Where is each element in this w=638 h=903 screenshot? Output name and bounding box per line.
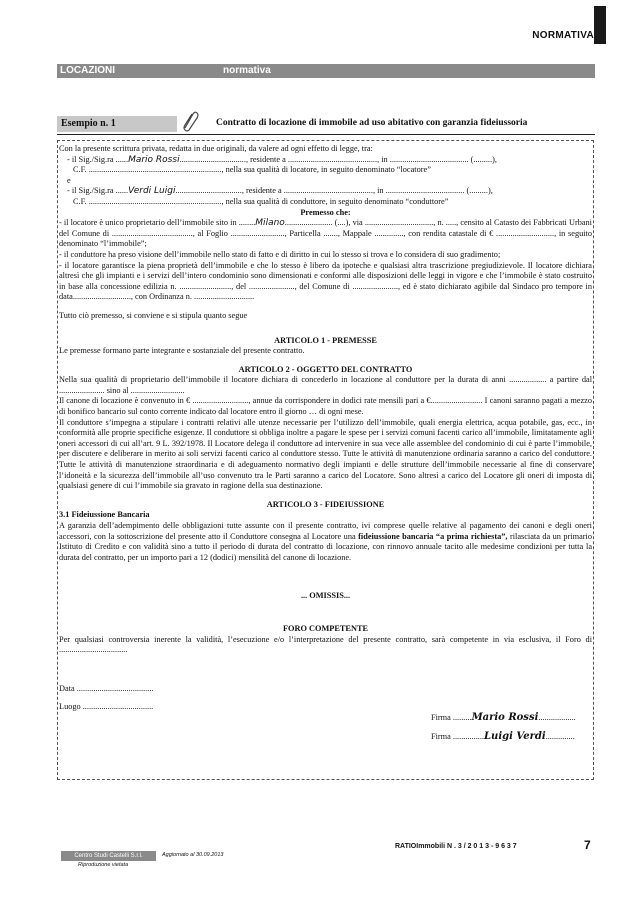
signature-1-handwritten: Mario Rossi xyxy=(471,711,539,723)
title-rule xyxy=(57,134,595,135)
contract-body xyxy=(59,144,592,742)
header-bar xyxy=(594,6,606,44)
article-2-heading: ARTICOLO 2 - OGGETTO DEL CONTRATTO xyxy=(238,364,413,374)
example-title: Contratto di locazione di immobile ad uso abitativo con garanzia fideiussoria xyxy=(216,118,528,128)
article-2-text-3: Il conduttore s’impegna a stipulare i contratti relativi alle utenze necessarie per l’utilizzo dell’immobile, quali energia elettrica, acqua potabile, gas, ecc., in conformità alle proprie specifiche esigenze. Il conduttore si obbliga inoltre a pagare le spese per i servizi comuni facenti carico all’immobile, limitatamente agli oneri accessori di cui all’art. 9 L. 392/1978. Il Locatore delega il conduttore ad intervenire in sua vece alle assemblee del condominio di cui è parte l’immobile, per discutere e deliberare in merito ai soli servizi facenti carico al conduttore stesso. Tutte le attività di manutenzione ordinaria saranno a carico del conduttore. Tutte le attività di manutenzione straordinaria e di adeguamento normativo degli impianti e delle strutture dell’immobile necessarie al fine di conservare l’idoneità e la sicurezza dell’immobile all’uso convenuto tra le Parti saranno a carico del Locatore. Sono altresì a carico del Locatore gli oneri di imposta di qualsiasi genere di cui l’immobile sia gravato in ragione della sua destinazione. xyxy=(59,417,592,491)
header-label: NORMATIVA xyxy=(532,30,594,41)
name2-handwritten: Verdi Luigi xyxy=(128,186,176,197)
page-number: 7 xyxy=(584,838,591,852)
article-3-text: A garanzia dell’adempimento delle obbligazioni tutte assunte con il presente contratto, ivi comprese quelle relative al pagamento dei canoni e degli oneri accessori, con la sottoscrizione del presente atto il Conduttore consegna al Locatore una fideiussione bancaria “a prima richiesta”, rilasciata da un primario Istituto di Credito e con validità sino a tutto il periodo di durata del contratto di locazione, con rinnovo annuale tacito alle medesime condizioni per tutta la durata del contratto, per un importo pari a 12 (dodici) mensilità del canone di locazione. xyxy=(59,521,592,562)
signature-2-handwritten: Luigi Verdi xyxy=(484,730,546,742)
section-left: LOCAZIONI xyxy=(60,65,115,76)
example-tab: Esempio n. 1 xyxy=(57,116,177,132)
foro-text: Per qualsiasi controversia inerente la validità, l’esecuzione e/o l’interpretazione del presente contratto, sarà competente in via esclusiva, il Foro di ................................. xyxy=(59,634,592,655)
section-right: normativa xyxy=(223,65,271,76)
article-3-heading: ARTICOLO 3 - FIDEIUSSIONE xyxy=(266,499,385,509)
premessa-conclusion: Tutto ciò premesso, si conviene e si stipula quanto segue xyxy=(59,310,248,320)
article-1-heading: ARTICOLO 1 - PREMESSE xyxy=(274,335,377,345)
premessa-1: - il locatore è unico proprietario dell’immobile sito in ........Milano....................... (....), via ................................., n. ....., censito al Catasto dei Fabbricati Urbani del Comune di ......................................., al Foglio .........................., Particella ......., Mappale .............., con rendita catastale di € ............................, in seguito denominato “l’immobile”; xyxy=(59,218,592,249)
premesso-heading: Premesso che: xyxy=(300,207,351,217)
footer-updated: Aggiornato al 30.09.2013 xyxy=(162,852,224,858)
party2-line: - il Sig./Sig.ra ......Verdi Luigi................................, residente a ..........................................., in ...................................... (.........), xyxy=(67,186,493,197)
signature-1: Firma .........Mario Rossi.................. xyxy=(431,711,576,723)
party1-cf: C.F. ................................................................, nella sua qualità di locatore, in seguito denominato “locatore” xyxy=(73,165,431,175)
premessa-2: - il conduttore ha preso visione dell’immobile nello stato di fatto e di diritto in cui lo stesso si trova e lo considera di suo gradimento; xyxy=(59,249,501,259)
section-bar xyxy=(57,64,595,78)
premessa-3: - il locatore garantisce la piena proprietà dell’immobile e che lo stesso è libero da ipoteche e qualsiasi altra trascrizione pregiudizievole. Il locatore dichiara altresì che gli impianti e i servizi dell’intero condominio sono dimensionati e conformi alle disposizioni delle leggi in vigore e che l’immobile è stato costruito in base alla concessione edilizia n. ........................., del ......................, del Comune di ......................, ed è stato dichiarato agibile dal Sindaco pro tempore in data............................, con Ordinanza n. ............................. xyxy=(59,260,592,302)
article-2-text-2: Il canone di locazione è convenuto in € ..........................., annue da corrispondere in dodici rate mensili pari a €......................... I canoni saranno pagati a mezzo di bonifico bancario sul conto corrente indicato dal locatore entro il giorno … di ogni mese. xyxy=(59,396,592,417)
footer-journal: RATIOImmobili N . 3 / 2 0 1 3 - 9 6 3 7 xyxy=(395,843,517,850)
article-1-text: Le premesse formano parte integrante e sostanziale del presente contratto. xyxy=(59,346,305,356)
place-line: Luogo .................................. xyxy=(59,702,154,712)
omissis: ... OMISSIS... xyxy=(300,591,351,601)
signature-2: Firma ...............Luigi Verdi.............. xyxy=(431,730,575,742)
footer-reproduction: Riproduzione vietata xyxy=(78,862,129,868)
conjunction: e xyxy=(67,175,71,185)
date-line: Data ..................................... xyxy=(59,683,154,693)
city-handwritten: Milano xyxy=(255,218,285,229)
intro-line: Con la presente scrittura privata, redatta in due originali, da valere ad ogni effetto di legge, tra: xyxy=(59,144,373,153)
paperclip-icon xyxy=(178,108,200,132)
foro-heading: FORO COMPETENTE xyxy=(282,623,369,633)
party1-line: - il Sig./Sig.ra ......Mario Rossi................................, residente a ..........................................., in ...................................... (.........), xyxy=(67,154,497,165)
article-3-1-heading: 3.1 Fideiussione Bancaria xyxy=(59,510,150,520)
party2-cf: C.F. ................................................................, nella sua qualità di conduttore, in seguito denominato “conduttore” xyxy=(73,196,449,206)
name1-handwritten: Mario Rossi xyxy=(128,154,180,165)
footer-publisher: Centro Studi Castelli S.r.l. xyxy=(61,851,156,861)
article-2-text-1: Nella sua qualità di proprietario dell’immobile il locatore dichiara di concederlo in locazione al conduttore per la durata di anni .................. a partire dal ...................... sino al .......................... xyxy=(59,375,592,395)
